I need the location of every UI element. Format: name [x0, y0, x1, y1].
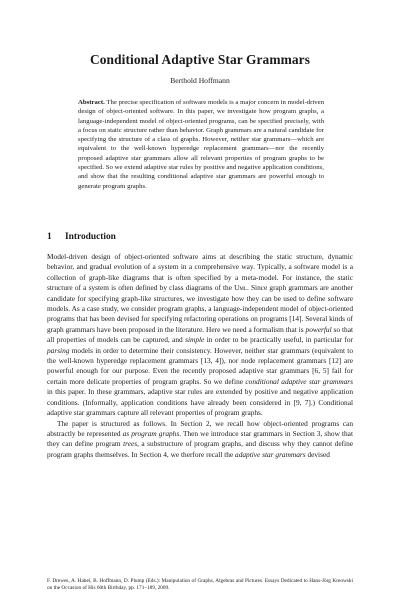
- emphasis-trees: trees: [123, 439, 138, 449]
- body-text: [47, 252, 353, 460]
- emphasis-simple: simple: [185, 335, 205, 345]
- emphasis-adaptive: adaptive star grammars: [235, 449, 306, 459]
- text-run: devised: [305, 449, 330, 459]
- emphasis-parsing: parsing: [47, 345, 70, 355]
- paragraph-1: [47, 252, 353, 419]
- publication-footer: F. Drewes, A. Habel, B. Hoffmann, D. Plump (Eds.): Manipulation of Graphs, Algebras and Pictures. Essays Dedicated to Hans-Jörg Kreowski on the Occasion of His 60th Birthday, pp. 171–189, 2009.: [47, 578, 353, 592]
- text-run: so that all properties of models can be captured, and: [47, 324, 354, 345]
- emphasis-program-graphs: as program graphs: [122, 428, 180, 438]
- abstract-text: The precise specification of software models is a major concern in model-driven design of object-oriented software. In this paper, we investigate how program graphs, a language-independent model of object-oriented programs, can be specified precisely, with a focus on static structure rather than behavior. Graph grammars are a natural candidate for specifying the structure of a class of graphs. However, neither star grammars—which are equivalent to the well-known hyperedge replacement grammars—nor the recently proposed adaptive star grammars allow all relevant properties of program graphs to be specified. So we extend adaptive star rules by positive and negative application conditions, and show that the resulting conditional adaptive star grammars are powerful enough to generate program graphs.: [78, 99, 324, 190]
- text-run: in order to be practically useful, in particular for: [204, 335, 353, 345]
- paper-author: Berthold Hoffmann: [170, 76, 230, 85]
- emphasis-powerful: powerful: [305, 324, 332, 334]
- section-title: Introduction: [65, 232, 116, 242]
- text-run: . Then we introduce star grammars in Section 3, show that they can define program: [47, 428, 353, 449]
- text-run: The paper is structured as follows. In Section 2, we recall how object-oriented programs can abstractly be represented: [47, 418, 353, 438]
- abstract-label: Abstract.: [78, 99, 105, 106]
- paragraph-2: [47, 419, 353, 461]
- section-heading: [47, 232, 353, 242]
- uml-term: Uml: [234, 283, 247, 293]
- text-run: in this paper. In these grammars, adaptive star rules are extended by positive and negative application conditions. (Informally, application conditions have already been considered in [9, 7].) Conditional adaptive star grammars capture all relevant properties of program graphs.: [47, 387, 353, 418]
- emphasis-conditional: conditional adaptive star grammars: [245, 376, 354, 386]
- text-run: , a substructure of program graphs, and discuss why they cannot define program graphs themselves. In Section 4, we therfore recall the: [47, 439, 353, 459]
- section-number: 1: [47, 232, 52, 242]
- abstract: [78, 98, 324, 191]
- text-run: models in order to determine their consistency. However, neither star grammars (equivalent to the well-known hyperedge replacement grammars [13, 4]), nor node replacement grammars [12] are powerful enough for our purpose. Even the recently proposed adaptive star grammars [6, 5] fail for certain more delicate properties of program graphs. So we define: [47, 345, 353, 386]
- text-run: . Since graph grammars are another candidate for specifying graph-like structures, we investigate how they can be used to define software models. As a case study, we consider program graphs, a language-independent model of object-oriented programs that has been devised for specifying refactoring operations on programs [14]. Several kinds of graph grammars have been proposed in the literature. Here we need a formalism that is: [47, 283, 353, 334]
- text-run: Model-driven design of object-oriented software aims at describing the static structure, dynamic behavior, and gradual evolution of a system in a comprehensive way. Typically, a software model is a collection of graph-like diagrams that is often specified by a meta-model. For instance, the static structure of a system is often defined by class diagrams of the: [47, 252, 353, 293]
- paper-title: Conditional Adaptive Star Grammars: [89, 52, 311, 67]
